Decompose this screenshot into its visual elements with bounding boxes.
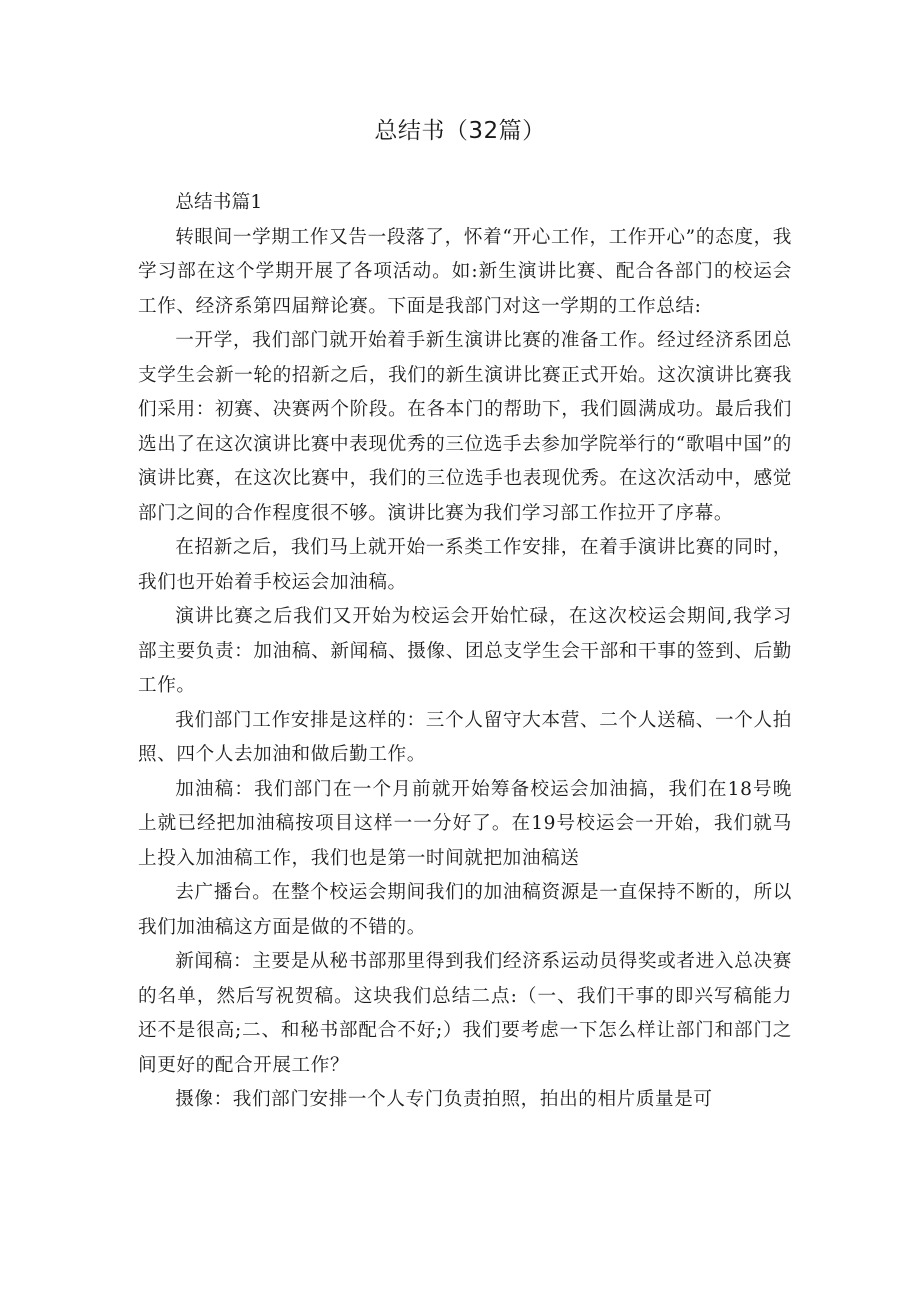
paragraph-after-recruitment: 在招新之后，我们马上就开始一系类工作安排，在着手演讲比赛的同时，我们也开始着手校运会加油稿。 [138, 537, 792, 593]
document-title: 总结书（32篇） [374, 118, 546, 144]
paragraph-photography: 摄像：我们部门安排一个人专门负责拍照，拍出的相片质量是可 [175, 1089, 713, 1110]
paragraph-intro: 转眼间一学期工作又告一段落了，怀着“开心工作，工作开心”的态度，我学习部在这个学期开展了各项活动。如:新生演讲比赛、配合各部门的校运会工作、经济系第四届辩论赛。下面是我部门对这一学期的工作总结: [138, 226, 792, 317]
section-heading: 总结书篇1 [175, 192, 263, 213]
paragraph-work-arrangement: 我们部门工作安排是这样的：三个人留守大本营、二个人送稿、一个人拍照、四个人去加油和做后勤工作。 [138, 709, 792, 765]
paragraph-speech-contest: 一开学，我们部门就开始着手新生演讲比赛的准备工作。经过经济系团总支学生会新一轮的招新之后，我们的新生演讲比赛正式开始。这次演讲比赛我们采用：初赛、决赛两个阶段。在各本门的帮助下，我们圆满成功。最后我们选出了在这次演讲比赛中表现优秀的三位选手去参加学院举行的“歌唱中国”的演讲比赛，在这次比赛中，我们的三位选手也表现优秀。在这次活动中，感觉部门之间的合作程度很不够。演讲比赛为我们学习部工作拉开了序幕。 [138, 330, 792, 524]
paragraph-news-scripts: 新闻稿：主要是从秘书部那里得到我们经济系运动员得奖或者进入总决赛的名单，然后写祝贺稿。这块我们总结二点:（一、我们干事的即兴写稿能力还不是很高;二、和秘书部配合不好;）我们要考虑一下怎么样让部门和部门之间更好的配合开展工作？ [138, 951, 792, 1076]
paragraph-cheer-scripts: 加油稿：我们部门在一个月前就开始筹备校运会加油搞，我们在18号晚上就已经把加油稿按项目这样一一分好了。在19号校运会一开始，我们就马上投入加油稿工作，我们也是第一时间就把加油稿送 [138, 778, 792, 869]
paragraph-broadcast: 去广播台。在整个校运会期间我们的加油稿资源是一直保持不断的，所以我们加油稿这方面是做的不错的。 [138, 882, 792, 938]
paragraph-sports-meet: 演讲比赛之后我们又开始为校运会开始忙碌，在这次校运会期间,我学习部主要负责：加油稿、新闻稿、摄像、团总支学生会干部和干事的签到、后勤工作。 [138, 606, 792, 696]
document-body [138, 186, 792, 1118]
